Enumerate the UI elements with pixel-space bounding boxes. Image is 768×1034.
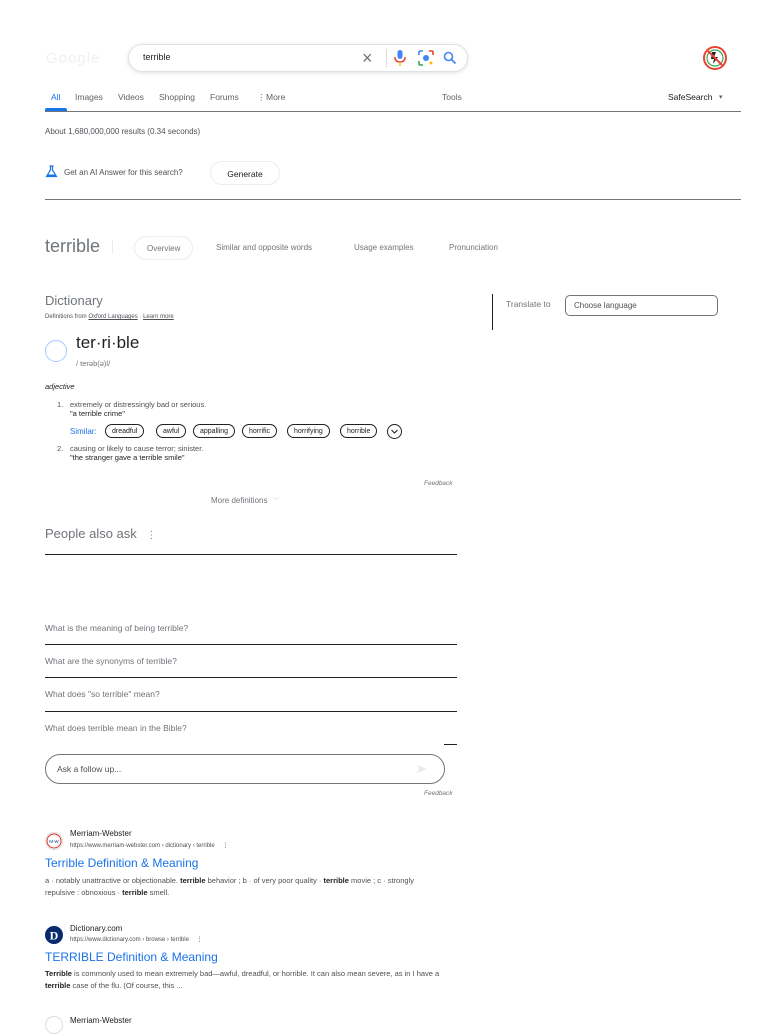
favicon <box>45 1016 63 1034</box>
result-site-name: Merriam-Webster <box>70 1016 132 1025</box>
snippet-highlight: terrible <box>323 876 349 885</box>
dictionary-feedback-link[interactable]: Feedback <box>424 480 453 487</box>
result-snippet <box>45 968 445 992</box>
paa-title-text: People also ask <box>45 526 137 541</box>
search-input[interactable]: terrible <box>143 52 171 62</box>
tab-videos[interactable]: Videos <box>118 92 144 102</box>
google-logo[interactable]: Google <box>46 50 101 67</box>
close-icon[interactable]: × <box>362 48 373 68</box>
similar-chip[interactable]: awful <box>156 424 186 438</box>
definition-number: 1. <box>57 400 64 409</box>
dictionary-title: Dictionary <box>45 293 103 308</box>
tab-all[interactable]: All <box>51 92 61 102</box>
more-vert-icon[interactable]: ⋮ <box>146 530 157 541</box>
search-icon[interactable] <box>442 49 458 67</box>
more-vert-icon[interactable]: ⋮ <box>222 843 229 849</box>
language-select[interactable]: Choose language <box>565 295 718 316</box>
snippet-highlight: terrible <box>45 981 71 990</box>
favicon-text: D <box>49 928 59 943</box>
follow-up-input[interactable]: Ask a follow up... <box>45 754 445 784</box>
more-definitions-label: More definitions <box>211 496 268 505</box>
favicon <box>45 926 63 944</box>
more-vert-icon[interactable]: ⋮ <box>257 92 266 102</box>
mic-icon[interactable] <box>393 49 407 67</box>
ai-answer-prompt: Get an AI Answer for this search? <box>64 168 183 177</box>
paa-divider <box>45 677 457 678</box>
tools-button[interactable]: Tools <box>442 92 462 102</box>
send-icon[interactable] <box>416 764 428 774</box>
headword: ter·ri·ble <box>76 333 140 352</box>
result-url-text: https://www.dictionary.com › browse › terrible <box>70 937 189 943</box>
paa-feedback-link[interactable]: Feedback <box>424 790 453 797</box>
result-url-text: https://www.merriam-webster.com › dictionary › terrible <box>70 843 215 849</box>
paa-question[interactable]: What is the meaning of being terrible? <box>45 623 189 633</box>
chevron-down-icon[interactable]: ▾ <box>719 94 723 101</box>
dictionary-source <box>45 314 174 320</box>
paa-question[interactable]: What does "so terrible" mean? <box>45 689 160 699</box>
chevron-down-icon: ﹀ <box>272 498 280 505</box>
snippet-text: a · notably unattractive or objectionable. <box>45 876 181 885</box>
paa-divider <box>45 711 457 712</box>
translate-divider <box>492 294 493 330</box>
lens-icon[interactable] <box>417 49 435 67</box>
result-site-name: Dictionary.com <box>70 924 123 933</box>
avatar[interactable] <box>703 46 727 70</box>
search-box[interactable] <box>128 44 468 72</box>
result-url[interactable] <box>70 842 228 849</box>
word-title: terrible <box>45 236 101 256</box>
part-of-speech: adjective <box>45 382 75 391</box>
paa-question[interactable]: What does terrible mean in the Bible? <box>45 723 187 733</box>
source-separator: · <box>139 314 142 320</box>
learn-more-link[interactable]: Learn more <box>143 314 174 320</box>
tab-images[interactable]: Images <box>75 92 103 102</box>
snippet-text: smell. <box>147 888 170 897</box>
snippet-highlight: Terrible <box>45 969 72 978</box>
result-title-link[interactable]: TERRIBLE Definition & Meaning <box>45 950 218 964</box>
ai-divider <box>45 199 741 200</box>
chevron-down-icon[interactable] <box>387 424 402 439</box>
result-site-name: Merriam-Webster <box>70 829 132 838</box>
snippet-text: case of the flu. (Of course, this ... <box>70 981 183 990</box>
phonetic: / terəb(ə)l/ <box>76 359 111 368</box>
definition-example: "a terrible crime" <box>70 409 125 418</box>
similar-chip[interactable]: horrible <box>340 424 377 438</box>
people-also-ask-title <box>45 526 156 541</box>
results-stats: About 1,680,000,000 results (0.34 seconds) <box>45 127 201 136</box>
result-title-link[interactable]: Terrible Definition & Meaning <box>45 856 199 870</box>
paa-divider <box>45 554 457 555</box>
word-divider <box>112 240 113 254</box>
chip-pronunciation[interactable]: Pronunciation <box>449 243 498 252</box>
oxford-languages-link[interactable]: Oxford Languages <box>88 314 138 320</box>
translate-label: Translate to <box>506 299 551 309</box>
paa-question[interactable]: What are the synonyms of terrible? <box>45 656 177 666</box>
nav-divider <box>45 111 741 112</box>
favicon-text: M-W <box>49 839 59 844</box>
similar-chip[interactable]: dreadful <box>105 424 144 438</box>
snippet-highlight: terrible <box>122 888 148 897</box>
flask-icon <box>45 165 58 178</box>
similar-chip[interactable]: horrific <box>242 424 277 438</box>
tab-more[interactable]: More <box>266 92 286 102</box>
pronunciation-play-button[interactable] <box>45 340 67 362</box>
definition-text: extremely or distressingly bad or serious. <box>70 400 207 409</box>
snippet-text: behavior ; b · of very poor quality · <box>205 876 324 885</box>
tab-shopping[interactable]: Shopping <box>159 92 195 102</box>
snippet-highlight: terrible <box>180 876 206 885</box>
favicon <box>45 832 63 850</box>
definition-number: 2. <box>57 444 64 453</box>
generate-button[interactable]: Generate <box>210 161 280 185</box>
result-snippet <box>45 875 445 899</box>
chip-usage-examples[interactable]: Usage examples <box>354 243 414 252</box>
similar-chip[interactable]: horrifying <box>287 424 330 438</box>
safesearch-button[interactable]: SafeSearch <box>668 92 713 102</box>
more-vert-icon[interactable]: ⋮ <box>196 937 203 943</box>
definition-text: causing or likely to cause terror; sinister. <box>70 444 204 453</box>
chip-similar-opposite[interactable]: Similar and opposite words <box>216 243 313 252</box>
paa-divider <box>45 644 457 645</box>
more-definitions-button[interactable] <box>211 496 280 506</box>
snippet-text: is commonly used to mean extremely bad—awful, dreadful, or horrible. It can also mean severe, as in I have a <box>71 969 440 978</box>
search-divider <box>386 49 387 67</box>
similar-label: Similar: <box>70 427 97 436</box>
paa-divider <box>444 744 457 745</box>
chip-overview[interactable]: Overview <box>134 236 193 260</box>
similar-chip[interactable]: appalling <box>193 424 235 438</box>
snippet-text: movie ; c · strongly repulsive : obnoxious · <box>45 876 414 897</box>
source-prefix: Definitions from <box>45 314 87 320</box>
tab-forums[interactable]: Forums <box>210 92 239 102</box>
result-url[interactable] <box>70 936 203 943</box>
definition-example: "the stranger gave a terrible smile" <box>70 453 185 462</box>
